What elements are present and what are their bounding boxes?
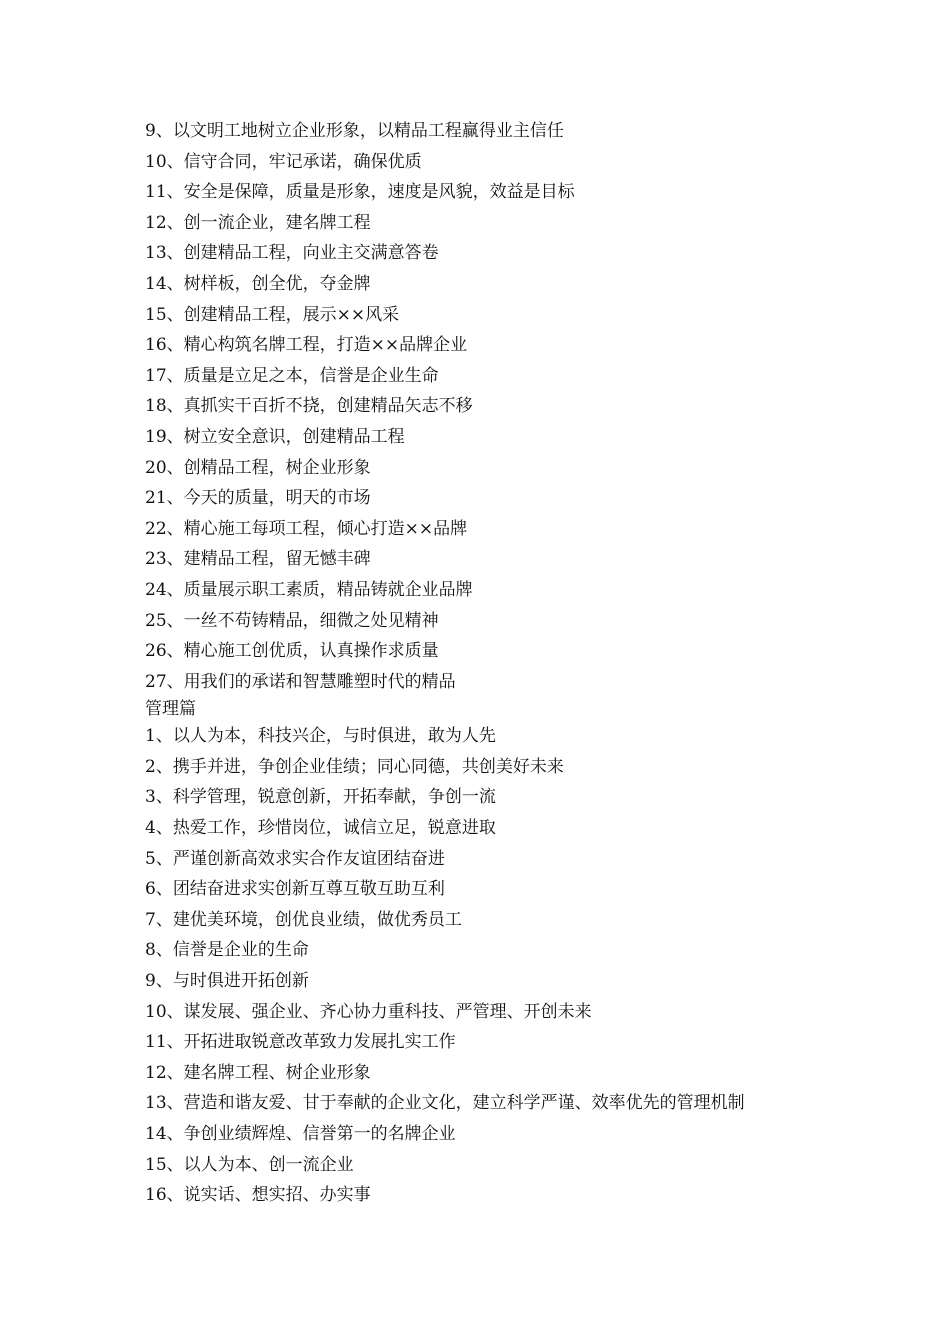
slogan-line: 11、开拓进取锐意改革致力发展扎实工作 [145, 1032, 456, 1053]
slogan-line: 10、信守合同，牢记承诺，确保优质 [145, 151, 422, 172]
slogan-line: 13、创建精品工程，向业主交满意答卷 [145, 243, 439, 264]
slogan-line: 4、热爱工作，珍惜岗位，诚信立足，锐意进取 [145, 818, 496, 839]
slogan-line: 14、争创业绩辉煌、信誉第一的名牌企业 [145, 1124, 456, 1144]
slogan-line: 11、安全是保障，质量是形象，速度是风貌，效益是目标 [145, 182, 575, 203]
slogan-line: 9、以文明工地树立企业形象，以精品工程赢得业主信任 [145, 121, 564, 141]
slogan-line: 1、以人为本，科技兴企，与时俱进，敢为人先 [145, 726, 496, 747]
slogan-line: 19、树立安全意识，创建精品工程 [145, 426, 405, 447]
slogan-line: 13、营造和谐友爱、甘于奉献的企业文化，建立科学严谨、效率优先的管理机制 [145, 1093, 745, 1114]
slogan-line: 25、一丝不苟铸精品，细微之处见精神 [145, 610, 439, 631]
slogan-line: 20、创精品工程，树企业形象 [145, 457, 371, 478]
slogan-line: 10、谋发展、强企业、齐心协力重科技、严管理、开创未来 [145, 1001, 592, 1022]
slogan-line: 9、与时俱进开拓创新 [145, 971, 309, 992]
slogan-line: 6、团结奋进求实创新互尊互敬互助互利 [145, 879, 445, 900]
slogan-line: 24、质量展示职工素质，精品铸就企业品牌 [145, 579, 473, 600]
slogan-line: 16、精心构筑名牌工程，打造××品牌企业 [145, 335, 468, 356]
slogan-line: 12、创一流企业，建名牌工程 [145, 212, 371, 233]
slogan-line: 3、科学管理，锐意创新，开拓奉献，争创一流 [145, 787, 496, 808]
slogan-line: 27、用我们的承诺和智慧雕塑时代的精品 [145, 671, 456, 692]
slogan-line: 18、真抓实干百折不挠，创建精品矢志不移 [145, 396, 473, 417]
slogan-line: 15、以人为本、创一流企业 [145, 1154, 354, 1175]
slogan-line: 17、质量是立足之本，信誉是企业生命 [145, 365, 439, 386]
slogan-line: 16、说实话、想实招、办实事 [145, 1185, 371, 1206]
slogan-line: 14、树样板，创全优，夺金牌 [145, 273, 371, 294]
quality-slogan-list [145, 116, 925, 697]
slogan-line: 7、建优美环境，创优良业绩，做优秀员工 [145, 909, 462, 930]
slogan-line: 2、携手并进，争创企业佳绩；同心同德，共创美好未来 [145, 756, 564, 777]
slogan-line: 8、信誉是企业的生命 [145, 940, 309, 961]
document-body [145, 116, 925, 1211]
section-heading: 管理篇 [145, 699, 196, 720]
slogan-line: 23、建精品工程，留无憾丰碑 [145, 549, 371, 570]
slogan-line: 26、精心施工创优质，认真操作求质量 [145, 641, 439, 662]
slogan-line: 15、创建精品工程，展示××风采 [145, 304, 400, 325]
management-slogan-list [145, 721, 925, 1211]
slogan-line: 21、今天的质量，明天的市场 [145, 488, 371, 509]
slogan-line: 5、严谨创新高效求实合作友谊团结奋进 [145, 848, 445, 869]
slogan-line: 12、建名牌工程、树企业形象 [145, 1062, 371, 1083]
slogan-line: 22、精心施工每项工程，倾心打造××品牌 [145, 518, 468, 539]
